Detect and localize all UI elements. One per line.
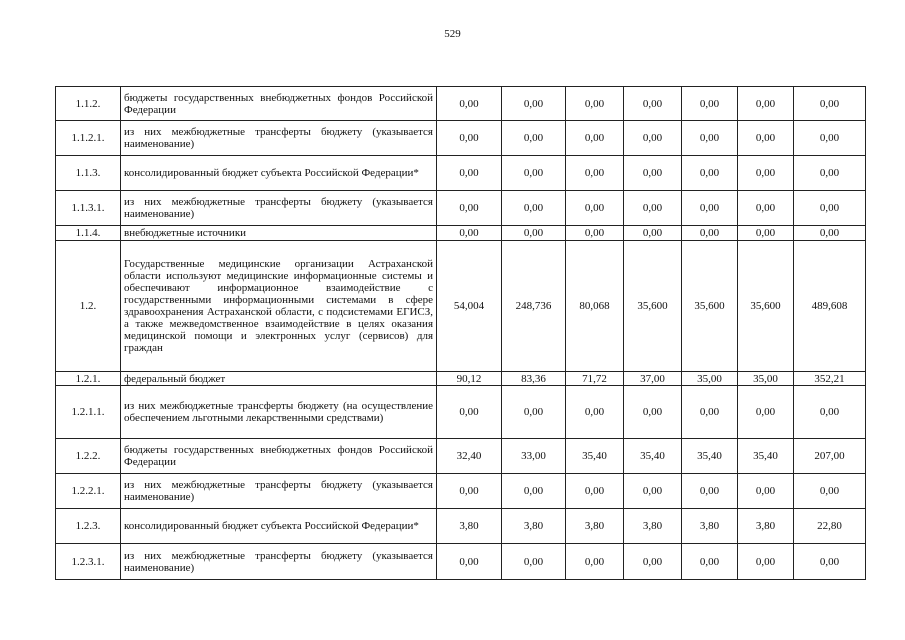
value-cell: 0,00 bbox=[738, 156, 794, 191]
value-cell: 0,00 bbox=[624, 226, 682, 241]
value-cell: 0,00 bbox=[624, 191, 682, 226]
value-cell: 248,736 bbox=[502, 241, 566, 372]
value-cell: 0,00 bbox=[794, 156, 866, 191]
value-cell: 0,00 bbox=[566, 87, 624, 121]
value-cell: 0,00 bbox=[437, 156, 502, 191]
row-code: 1.2.1.1. bbox=[56, 386, 121, 439]
value-cell: 35,00 bbox=[738, 372, 794, 386]
value-cell: 0,00 bbox=[738, 544, 794, 580]
row-description: из них межбюджетные трансферты бюджету (указывается наименование) bbox=[121, 474, 437, 509]
value-cell: 35,40 bbox=[738, 439, 794, 474]
value-cell: 0,00 bbox=[437, 474, 502, 509]
row-code: 1.1.4. bbox=[56, 226, 121, 241]
row-code: 1.1.3.1. bbox=[56, 191, 121, 226]
value-cell: 0,00 bbox=[794, 87, 866, 121]
value-cell: 35,00 bbox=[682, 372, 738, 386]
row-description: из них межбюджетные трансферты бюджету (указывается наименование) bbox=[121, 544, 437, 580]
row-description: Государственные медицинские организации Астраханской области используют медицинские информационные системы и обеспечивают информационное взаимодействие с государственными информационными системами в сфере здравоохранения Астраханской области, с подсистемами ЕГИСЗ, а также межведомственное взаимодействие в целях оказания медицинской помощи и электронных услуг (сервисов) для граждан bbox=[121, 241, 437, 372]
table-row bbox=[56, 241, 866, 372]
value-cell: 22,80 bbox=[794, 509, 866, 544]
value-cell: 0,00 bbox=[502, 386, 566, 439]
value-cell: 0,00 bbox=[566, 544, 624, 580]
value-cell: 32,40 bbox=[437, 439, 502, 474]
value-cell: 0,00 bbox=[566, 386, 624, 439]
value-cell: 0,00 bbox=[738, 87, 794, 121]
value-cell: 0,00 bbox=[794, 544, 866, 580]
row-code: 1.2.3.1. bbox=[56, 544, 121, 580]
value-cell: 0,00 bbox=[682, 226, 738, 241]
value-cell: 0,00 bbox=[794, 386, 866, 439]
value-cell: 3,80 bbox=[624, 509, 682, 544]
value-cell: 0,00 bbox=[624, 544, 682, 580]
table-row bbox=[56, 87, 866, 121]
table-row bbox=[56, 226, 866, 241]
value-cell: 0,00 bbox=[502, 121, 566, 156]
value-cell: 0,00 bbox=[566, 121, 624, 156]
value-cell: 0,00 bbox=[566, 191, 624, 226]
value-cell: 0,00 bbox=[437, 386, 502, 439]
value-cell: 35,600 bbox=[738, 241, 794, 372]
value-cell: 83,36 bbox=[502, 372, 566, 386]
row-code: 1.2.1. bbox=[56, 372, 121, 386]
row-code: 1.1.2.1. bbox=[56, 121, 121, 156]
row-description: федеральный бюджет bbox=[121, 372, 437, 386]
value-cell: 0,00 bbox=[437, 226, 502, 241]
value-cell: 0,00 bbox=[794, 474, 866, 509]
row-description: из них межбюджетные трансферты бюджету (на осуществление обеспечением льготными лекарственными средствами) bbox=[121, 386, 437, 439]
row-code: 1.1.3. bbox=[56, 156, 121, 191]
value-cell: 0,00 bbox=[502, 87, 566, 121]
value-cell: 0,00 bbox=[624, 121, 682, 156]
value-cell: 0,00 bbox=[738, 474, 794, 509]
value-cell: 90,12 bbox=[437, 372, 502, 386]
value-cell: 0,00 bbox=[502, 474, 566, 509]
value-cell: 3,80 bbox=[502, 509, 566, 544]
value-cell: 0,00 bbox=[502, 544, 566, 580]
value-cell: 0,00 bbox=[682, 386, 738, 439]
value-cell: 0,00 bbox=[437, 87, 502, 121]
value-cell: 37,00 bbox=[624, 372, 682, 386]
value-cell: 0,00 bbox=[794, 191, 866, 226]
value-cell: 0,00 bbox=[624, 386, 682, 439]
row-description: бюджеты государственных внебюджетных фондов Российской Федерации bbox=[121, 439, 437, 474]
value-cell: 0,00 bbox=[566, 156, 624, 191]
value-cell: 0,00 bbox=[682, 544, 738, 580]
value-cell: 0,00 bbox=[566, 226, 624, 241]
value-cell: 33,00 bbox=[502, 439, 566, 474]
value-cell: 0,00 bbox=[624, 156, 682, 191]
value-cell: 0,00 bbox=[682, 474, 738, 509]
value-cell: 0,00 bbox=[682, 87, 738, 121]
row-description: из них межбюджетные трансферты бюджету (указывается наименование) bbox=[121, 191, 437, 226]
row-code: 1.2. bbox=[56, 241, 121, 372]
row-description: консолидированный бюджет субъекта Российской Федерации* bbox=[121, 156, 437, 191]
value-cell: 3,80 bbox=[566, 509, 624, 544]
page-number: 529 bbox=[444, 28, 461, 40]
table-row bbox=[56, 121, 866, 156]
value-cell: 0,00 bbox=[738, 386, 794, 439]
value-cell: 0,00 bbox=[624, 474, 682, 509]
value-cell: 35,40 bbox=[682, 439, 738, 474]
table-row bbox=[56, 372, 866, 386]
value-cell: 0,00 bbox=[437, 544, 502, 580]
value-cell: 0,00 bbox=[794, 121, 866, 156]
value-cell: 3,80 bbox=[682, 509, 738, 544]
value-cell: 0,00 bbox=[566, 474, 624, 509]
table-row bbox=[56, 544, 866, 580]
value-cell: 80,068 bbox=[566, 241, 624, 372]
value-cell: 0,00 bbox=[738, 191, 794, 226]
budget-table bbox=[55, 86, 866, 580]
value-cell: 71,72 bbox=[566, 372, 624, 386]
value-cell: 352,21 bbox=[794, 372, 866, 386]
table-body bbox=[56, 87, 866, 580]
value-cell: 0,00 bbox=[624, 87, 682, 121]
value-cell: 0,00 bbox=[502, 191, 566, 226]
table-row bbox=[56, 386, 866, 439]
value-cell: 35,600 bbox=[682, 241, 738, 372]
value-cell: 0,00 bbox=[794, 226, 866, 241]
value-cell: 0,00 bbox=[437, 191, 502, 226]
value-cell: 0,00 bbox=[682, 121, 738, 156]
value-cell: 0,00 bbox=[502, 226, 566, 241]
value-cell: 54,004 bbox=[437, 241, 502, 372]
row-code: 1.1.2. bbox=[56, 87, 121, 121]
value-cell: 0,00 bbox=[502, 156, 566, 191]
value-cell: 3,80 bbox=[437, 509, 502, 544]
row-code: 1.2.2.1. bbox=[56, 474, 121, 509]
table-row bbox=[56, 156, 866, 191]
row-description: внебюджетные источники bbox=[121, 226, 437, 241]
value-cell: 0,00 bbox=[682, 156, 738, 191]
value-cell: 35,600 bbox=[624, 241, 682, 372]
table-row bbox=[56, 439, 866, 474]
row-description: консолидированный бюджет субъекта Российской Федерации* bbox=[121, 509, 437, 544]
value-cell: 0,00 bbox=[738, 226, 794, 241]
table-row bbox=[56, 509, 866, 544]
row-description: бюджеты государственных внебюджетных фондов Российской Федерации bbox=[121, 87, 437, 121]
value-cell: 207,00 bbox=[794, 439, 866, 474]
value-cell: 35,40 bbox=[566, 439, 624, 474]
table-row bbox=[56, 191, 866, 226]
row-code: 1.2.3. bbox=[56, 509, 121, 544]
row-code: 1.2.2. bbox=[56, 439, 121, 474]
value-cell: 3,80 bbox=[738, 509, 794, 544]
value-cell: 0,00 bbox=[738, 121, 794, 156]
row-description: из них межбюджетные трансферты бюджету (указывается наименование) bbox=[121, 121, 437, 156]
value-cell: 0,00 bbox=[437, 121, 502, 156]
value-cell: 489,608 bbox=[794, 241, 866, 372]
value-cell: 35,40 bbox=[624, 439, 682, 474]
value-cell: 0,00 bbox=[682, 191, 738, 226]
table-row bbox=[56, 474, 866, 509]
